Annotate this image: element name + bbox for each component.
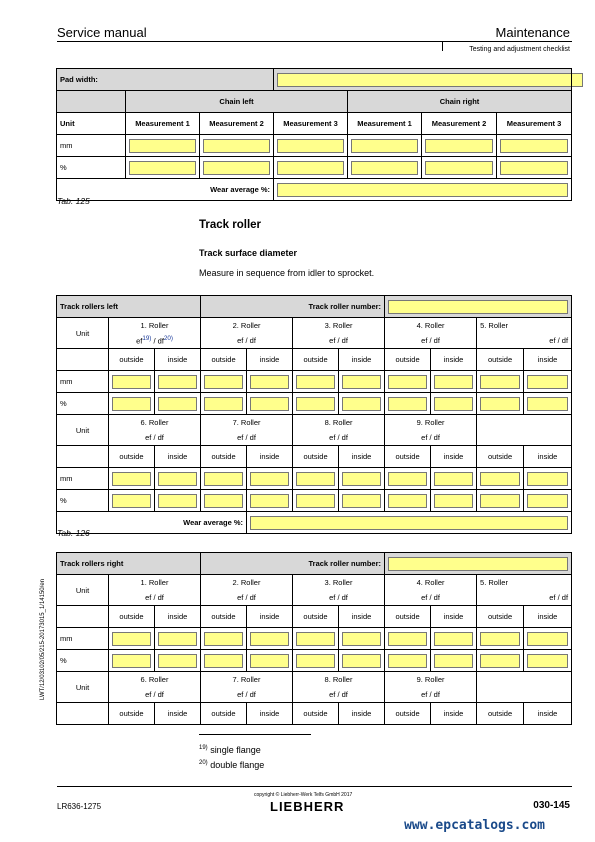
roller-field[interactable] <box>527 654 568 668</box>
roller-label: 4. Roller <box>385 318 477 333</box>
roller-flange-type: ef / df <box>201 332 293 349</box>
roller-flange-type: ef / df <box>293 686 385 703</box>
roller-flange-type: ef / df <box>201 686 293 703</box>
measurement-field[interactable] <box>277 161 344 175</box>
roller-label: 7. Roller <box>201 415 293 430</box>
footnote-rule <box>199 734 311 735</box>
header-rule <box>57 41 572 42</box>
wear-average-label: Wear average %: <box>57 179 274 201</box>
roller-number-field[interactable] <box>388 300 568 314</box>
inside-label: inside <box>247 446 293 468</box>
measurement-header: Measurement 3 <box>274 113 348 135</box>
table-caption: Tab. 125 <box>57 196 90 206</box>
footnote-single-flange: $^{19)}$ single flange <box>199 745 261 755</box>
roller-field[interactable] <box>388 494 427 508</box>
roller-flange-type: ef / df <box>385 429 477 446</box>
roller-label: 9. Roller <box>385 415 477 430</box>
roller-field[interactable] <box>112 397 151 411</box>
footnote-double-flange: $^{20)}$ double flange <box>199 760 265 770</box>
measurement-field[interactable] <box>277 139 344 153</box>
roller-field[interactable] <box>434 472 473 486</box>
roller-field[interactable] <box>296 494 335 508</box>
measurement-field[interactable] <box>425 139 493 153</box>
roller-flange-type: ef / df <box>385 589 477 606</box>
outside-label: outside <box>201 703 247 725</box>
roller-number-label: Track roller number: <box>201 296 385 318</box>
unit-mm: mm <box>57 468 109 490</box>
unit-percent: % <box>57 157 126 179</box>
measurement-header: Measurement 1 <box>348 113 422 135</box>
measurement-field[interactable] <box>351 139 418 153</box>
inside-label: inside <box>339 446 385 468</box>
inside-label: inside <box>247 349 293 371</box>
pad-width-table <box>56 68 572 201</box>
measurement-field[interactable] <box>203 139 270 153</box>
outside-label: outside <box>385 606 431 628</box>
unit-header: Unit <box>57 672 109 703</box>
roller-label: 4. Roller <box>385 575 477 590</box>
roller-field[interactable] <box>204 494 243 508</box>
measurement-field[interactable] <box>425 161 493 175</box>
outside-label: outside <box>293 606 339 628</box>
inside-label: inside <box>247 606 293 628</box>
wear-average-field[interactable] <box>277 183 568 197</box>
outside-label: outside <box>385 349 431 371</box>
footer-copyright: copyright © Liebherr-Werk Telfs GmbH 2017 <box>254 792 353 798</box>
roller-field[interactable] <box>158 375 197 389</box>
roller-field[interactable] <box>296 375 335 389</box>
roller-flange-type: ef / df <box>109 589 201 606</box>
inside-label: inside <box>339 349 385 371</box>
roller-field[interactable] <box>296 654 335 668</box>
unit-header: Unit <box>57 318 109 349</box>
roller-field[interactable] <box>296 472 335 486</box>
roller-label: 5. Roller <box>477 318 572 333</box>
inside-label: inside <box>431 349 477 371</box>
liebherr-logo: LIEBHERR <box>270 799 345 814</box>
roller-field[interactable] <box>342 494 381 508</box>
outside-label: outside <box>201 446 247 468</box>
roller-flange-type: ef / df <box>293 589 385 606</box>
header-rule-tick <box>442 41 443 51</box>
outside-label: outside <box>201 606 247 628</box>
measurement-field[interactable] <box>129 161 196 175</box>
header-manual-title: Service manual <box>57 25 147 40</box>
table-title: Track rollers right <box>57 553 201 575</box>
section-title: Track roller <box>199 219 262 231</box>
roller-field[interactable] <box>112 472 151 486</box>
roller-field[interactable] <box>158 654 197 668</box>
roller-label: 2. Roller <box>201 575 293 590</box>
roller-field[interactable] <box>250 472 289 486</box>
outside-label: outside <box>293 446 339 468</box>
outside-label: outside <box>109 703 155 725</box>
roller-field[interactable] <box>434 397 473 411</box>
roller-field[interactable] <box>204 472 243 486</box>
outside-label: outside <box>385 446 431 468</box>
roller-field[interactable] <box>112 494 151 508</box>
roller-field[interactable] <box>158 397 197 411</box>
roller-label: 1. Roller <box>109 575 201 590</box>
measurement-header: Measurement 1 <box>126 113 200 135</box>
roller-field[interactable] <box>480 375 520 389</box>
outside-label: outside <box>477 703 524 725</box>
roller-field[interactable] <box>342 472 381 486</box>
roller-field[interactable] <box>388 472 427 486</box>
measurement-header: Measurement 3 <box>497 113 572 135</box>
outside-label: outside <box>477 606 524 628</box>
inside-label: inside <box>339 703 385 725</box>
roller-field[interactable] <box>342 375 381 389</box>
inside-label: inside <box>431 446 477 468</box>
roller-field[interactable] <box>204 632 243 646</box>
roller-flange-type: ef / df <box>477 589 572 606</box>
roller-label: 6. Roller <box>109 415 201 430</box>
watermark-url: www.epcatalogs.com <box>404 818 545 833</box>
roller-flange-type: ef / df <box>293 429 385 446</box>
roller-label: 3. Roller <box>293 575 385 590</box>
roller-flange-type: $ef^{19)} / df^{20)}$ <box>109 332 201 349</box>
roller-field[interactable] <box>158 472 197 486</box>
track-rollers-right-table <box>56 552 572 725</box>
wear-average-field[interactable] <box>250 516 568 530</box>
table-caption: Tab. 126 <box>57 528 90 538</box>
outside-label: outside <box>109 446 155 468</box>
measurement-field[interactable] <box>129 139 196 153</box>
inside-label: inside <box>339 606 385 628</box>
unit-mm: mm <box>57 371 109 393</box>
unit-mm: mm <box>57 628 109 650</box>
roller-field[interactable] <box>434 375 473 389</box>
inside-label: inside <box>155 446 201 468</box>
outside-label: outside <box>293 703 339 725</box>
roller-field[interactable] <box>158 632 197 646</box>
measurement-field[interactable] <box>351 161 418 175</box>
roller-field[interactable] <box>112 654 151 668</box>
roller-flange-type: ef / df <box>293 332 385 349</box>
inside-label: inside <box>431 703 477 725</box>
roller-field[interactable] <box>250 397 289 411</box>
inside-label: inside <box>524 606 572 628</box>
header-subtitle: Testing and adjustment checklist <box>469 46 570 53</box>
outside-label: outside <box>477 349 524 371</box>
unit-header: Unit <box>57 415 109 446</box>
roller-field[interactable] <box>388 632 427 646</box>
roller-field[interactable] <box>250 494 289 508</box>
roller-field[interactable] <box>480 397 520 411</box>
track-rollers-left-table <box>56 295 572 534</box>
unit-percent: % <box>57 490 109 512</box>
subsection-title: Track surface diameter <box>199 248 298 258</box>
inside-label: inside <box>524 349 572 371</box>
roller-label: 3. Roller <box>293 318 385 333</box>
pad-width-field[interactable] <box>277 73 583 87</box>
roller-field[interactable] <box>250 654 289 668</box>
inside-label: inside <box>155 349 201 371</box>
footer-rule <box>57 786 572 787</box>
outside-label: outside <box>385 703 431 725</box>
roller-field[interactable] <box>527 632 568 646</box>
inside-label: inside <box>524 703 572 725</box>
page-number: 030-145 <box>533 800 570 811</box>
roller-label: 6. Roller <box>109 672 201 687</box>
unit-header: Unit <box>57 113 126 135</box>
measurement-field[interactable] <box>203 161 270 175</box>
roller-number-field[interactable] <box>388 557 568 571</box>
roller-field[interactable] <box>527 472 568 486</box>
roller-field[interactable] <box>204 375 243 389</box>
roller-flange-type: ef / df <box>385 686 477 703</box>
measurement-field[interactable] <box>500 139 568 153</box>
roller-flange-type: ef / df <box>385 332 477 349</box>
roller-label: 5. Roller <box>477 575 572 590</box>
footer-model: LR636-1275 <box>57 802 102 811</box>
instruction-text: Measure in sequence from idler to sprocket. <box>199 268 375 278</box>
roller-flange-type: ef / df <box>201 589 293 606</box>
outside-label: outside <box>109 606 155 628</box>
pad-width-label: Pad width: <box>57 69 274 91</box>
roller-flange-type: ef / df <box>201 429 293 446</box>
roller-field[interactable] <box>342 654 381 668</box>
roller-field[interactable] <box>296 397 335 411</box>
inside-label: inside <box>155 606 201 628</box>
roller-field[interactable] <box>434 632 473 646</box>
measurement-header: Measurement 2 <box>422 113 497 135</box>
unit-mm: mm <box>57 135 126 157</box>
measurement-header: Measurement 2 <box>200 113 274 135</box>
outside-label: outside <box>293 349 339 371</box>
roller-field[interactable] <box>527 494 568 508</box>
roller-flange-type: ef / df <box>109 686 201 703</box>
outside-label: outside <box>109 349 155 371</box>
roller-field[interactable] <box>527 397 568 411</box>
roller-label: 1. Roller <box>109 318 201 333</box>
roller-field[interactable] <box>527 375 568 389</box>
table-title: Track rollers left <box>57 296 201 318</box>
roller-field[interactable] <box>112 632 151 646</box>
inside-label: inside <box>524 446 572 468</box>
roller-field[interactable] <box>250 632 289 646</box>
inside-label: inside <box>247 703 293 725</box>
unit-percent: % <box>57 650 109 672</box>
unit-percent: % <box>57 393 109 415</box>
roller-field[interactable] <box>158 494 197 508</box>
outside-label: outside <box>201 349 247 371</box>
roller-field[interactable] <box>342 397 381 411</box>
outside-label: outside <box>477 446 524 468</box>
inside-label: inside <box>431 606 477 628</box>
roller-field[interactable] <box>112 375 151 389</box>
roller-field[interactable] <box>296 632 335 646</box>
roller-label: 8. Roller <box>293 415 385 430</box>
roller-flange-type: ef / df <box>477 332 572 349</box>
chain-left-header: Chain left <box>126 91 348 113</box>
chain-right-header: Chain right <box>348 91 572 113</box>
measurement-field[interactable] <box>500 161 568 175</box>
roller-field[interactable] <box>434 654 473 668</box>
roller-field[interactable] <box>480 494 520 508</box>
roller-field[interactable] <box>434 494 473 508</box>
roller-field[interactable] <box>388 397 427 411</box>
roller-field[interactable] <box>480 654 520 668</box>
roller-label: 7. Roller <box>201 672 293 687</box>
roller-field[interactable] <box>388 375 427 389</box>
roller-field[interactable] <box>204 397 243 411</box>
roller-field[interactable] <box>204 654 243 668</box>
inside-label: inside <box>155 703 201 725</box>
wear-average-label: Wear average %: <box>57 512 247 534</box>
unit-header: Unit <box>57 575 109 606</box>
roller-flange-type: ef / df <box>109 429 201 446</box>
roller-field[interactable] <box>250 375 289 389</box>
document-code: LWT/12/03102/05/215-20173015_1/14150/en <box>40 579 46 700</box>
roller-field[interactable] <box>480 632 520 646</box>
roller-label: 2. Roller <box>201 318 293 333</box>
roller-field[interactable] <box>388 654 427 668</box>
roller-label: 9. Roller <box>385 672 477 687</box>
roller-field[interactable] <box>342 632 381 646</box>
roller-label: 8. Roller <box>293 672 385 687</box>
roller-number-label: Track roller number: <box>201 553 385 575</box>
header-section-title: Maintenance <box>495 25 570 40</box>
roller-field[interactable] <box>480 472 520 486</box>
